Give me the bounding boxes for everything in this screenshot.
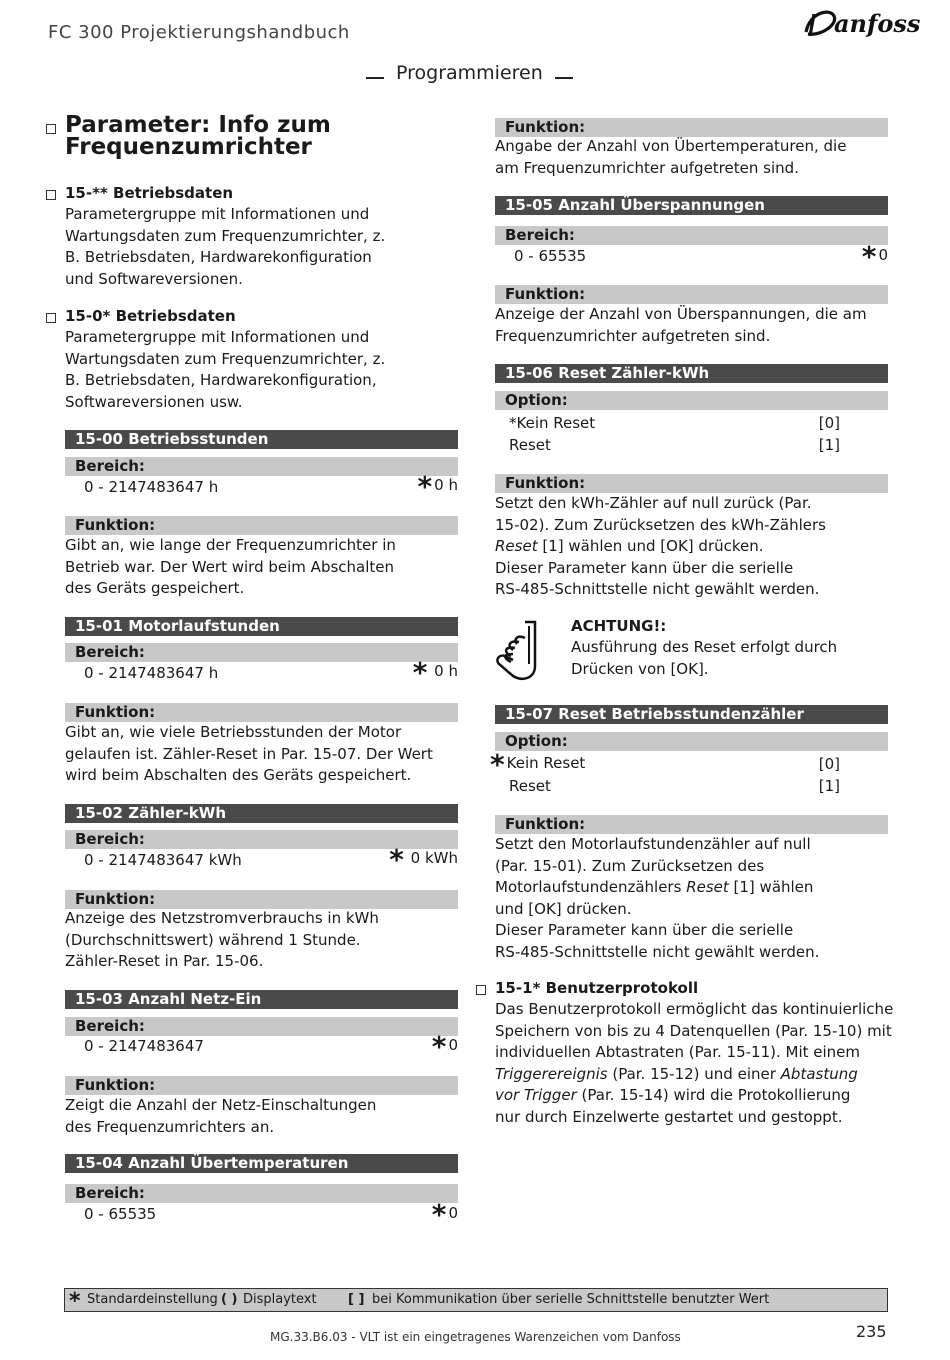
range-value: 0 - 65535 xyxy=(514,247,587,265)
function-description: Anzeige des Netzstromverbrauchs in kWh (Durchschnittswert) während 1 Stunde. Zähler-Reset in Par. 15-06. xyxy=(65,909,379,970)
parameter-title-bar: 15-01 Motorlaufstunden xyxy=(65,617,458,636)
default-value: * 0 h xyxy=(417,470,458,503)
function-label-bar: Funktion: xyxy=(65,516,458,535)
parameter-title-bar: 15-05 Anzahl Überspannungen xyxy=(495,196,888,215)
legend-item-default: Standardeinstellung xyxy=(87,1292,218,1307)
main-title-line1: Parameter: Info zum xyxy=(65,112,331,138)
function-label-bar: Funktion: xyxy=(495,285,888,304)
default-value: * 0 xyxy=(431,1198,458,1231)
function-description: Setzt den kWh-Zähler auf null zurück (Par. 15-02). Zum Zurücksetzen des kWh-Zählers Reset [1] wählen und [OK] drücken. Dieser Parameter kann über die serielle RS-485-Schnittstelle nicht gewählt werden. xyxy=(495,494,826,598)
function-label-bar: Funktion: xyxy=(495,118,888,137)
parameter-title-bar: 15-03 Anzahl Netz-Ein xyxy=(65,990,458,1009)
default-star-icon: * xyxy=(69,1289,81,1314)
option-label-bar: Option: xyxy=(495,732,888,751)
function-description: Anzeige der Anzahl von Überspannungen, die am Frequenzumrichter aufgetreten sind. xyxy=(495,305,867,345)
function-label-bar: Funktion: xyxy=(65,1076,458,1095)
option-label: Reset xyxy=(509,777,551,795)
default-star-icon: * xyxy=(412,656,428,689)
range-value: 0 - 2147483647 h xyxy=(84,664,219,682)
group-heading: 15-1* Benutzerprotokoll xyxy=(495,979,699,997)
caution-title: ACHTUNG!: xyxy=(571,617,667,635)
default-star-icon: * xyxy=(431,1198,447,1231)
document-title: FC 300 Projektierungshandbuch xyxy=(48,22,350,43)
default-star-icon: * xyxy=(389,843,404,876)
default-star-icon: * xyxy=(417,470,433,503)
danfoss-logo xyxy=(800,2,921,46)
range-value: 0 - 2147483647 kWh xyxy=(84,851,242,869)
group-description: Parametergruppe mit Informationen und Wartungsdaten zum Frequenzumrichter, z. B. Betriebsdaten, Hardwarekonfiguration und Softwareversionen. xyxy=(65,205,386,288)
checkbox-bullet-icon xyxy=(46,190,56,200)
group-heading: 15-** Betriebsdaten xyxy=(65,184,234,202)
option-label-bar: Option: xyxy=(495,391,888,410)
default-star-icon: * xyxy=(490,748,505,781)
range-value: 0 - 65535 xyxy=(84,1205,157,1223)
default-value: * 0 xyxy=(431,1030,458,1063)
option-label: * Kein Reset xyxy=(490,748,586,781)
checkbox-bullet-icon xyxy=(476,985,486,995)
default-star-icon: * xyxy=(431,1030,447,1063)
range-label-bar: Bereich: xyxy=(65,457,458,476)
function-label-bar: Funktion: xyxy=(65,703,458,722)
option-value: [0] xyxy=(818,414,840,432)
default-star-icon: * xyxy=(861,240,877,273)
footer-text: MG.33.B6.03 - VLT ist ein eingetragenes Warenzeichen vom Danfoss xyxy=(270,1330,681,1344)
legend-item-serial: bei Kommunikation über serielle Schnittstelle benutzter Wert xyxy=(372,1292,770,1307)
section-heading xyxy=(366,62,573,84)
default-value: * 0 h xyxy=(412,656,458,689)
function-description: Gibt an, wie viele Betriebsstunden der Motor gelaufen ist. Zähler-Reset in Par. 15-07. Der Wert wird beim Abschalten des Geräts gespeichert. xyxy=(65,723,433,784)
parameter-title-bar: 15-04 Anzahl Übertemperaturen xyxy=(65,1154,458,1173)
option-value: [0] xyxy=(818,755,840,773)
svg-text:anfoss: anfoss xyxy=(834,9,921,38)
option-label: Reset xyxy=(509,436,551,454)
section-title-text: Programmieren xyxy=(396,62,543,84)
option-value: [1] xyxy=(818,777,840,795)
function-description: Setzt den Motorlaufstundenzähler auf null (Par. 15-01). Zum Zurücksetzen des Motorlaufstundenzählers Reset [1] wählen und [OK] drücken. Dieser Parameter kann über die serielle RS-485-Schnittstelle nicht gewählt werden. xyxy=(495,835,820,961)
option-label: *Kein Reset xyxy=(509,414,596,432)
hand-pointing-icon xyxy=(491,618,541,684)
parameter-title-bar: 15-06 Reset Zähler-kWh xyxy=(495,364,888,383)
range-label-bar: Bereich: xyxy=(65,830,458,849)
parameter-title-bar: 15-07 Reset Betriebsstundenzähler xyxy=(495,705,888,724)
default-value: * 0 kWh xyxy=(389,843,458,876)
function-label-bar: Funktion: xyxy=(65,890,458,909)
legend-item-display: Displaytext xyxy=(243,1292,317,1307)
range-label-bar: Bereich: xyxy=(65,1017,458,1036)
group-heading: 15-0* Betriebsdaten xyxy=(65,307,236,325)
function-label-bar: Funktion: xyxy=(495,474,888,493)
legend-bar xyxy=(64,1288,888,1312)
function-description: Angabe der Anzahl von Übertemperaturen, die am Frequenzumrichter aufgetreten sind. xyxy=(495,137,847,177)
range-label-bar: Bereich: xyxy=(495,226,888,245)
parameter-title-bar: 15-00 Betriebsstunden xyxy=(65,430,458,449)
range-value: 0 - 2147483647 xyxy=(84,1037,204,1055)
range-value: 0 - 2147483647 h xyxy=(84,478,219,496)
function-description: Zeigt die Anzahl der Netz-Einschaltungen des Frequenzumrichters an. xyxy=(65,1096,377,1136)
parameter-title-bar: 15-02 Zähler-kWh xyxy=(65,804,458,823)
group-description: Das Benutzerprotokoll ermöglicht das kontinuierliche Speichern von bis zu 4 Datenquellen (Par. 15-10) mit individuellen Abtastraten (Par. 15-11). Mit einem Triggerereignis (Par. 15-12) und einer Abtastung vor Trigger (Par. 15-14) wird die Protokollierung nur durch Einzelwerte gestartet und gestoppt. xyxy=(495,1000,894,1126)
checkbox-bullet-icon xyxy=(46,313,56,323)
range-label-bar: Bereich: xyxy=(65,643,458,662)
legend-paren: ( ) xyxy=(221,1292,238,1307)
group-description: Parametergruppe mit Informationen und Wartungsdaten zum Frequenzumrichter, z. B. Betriebsdaten, Hardwarekonfiguration, Softwareversionen usw. xyxy=(65,328,386,411)
range-label-bar: Bereich: xyxy=(65,1184,458,1203)
checkbox-bullet-icon xyxy=(46,124,56,134)
option-value: [1] xyxy=(818,436,840,454)
default-value: * 0 xyxy=(861,240,888,273)
legend-bracket: [ ] xyxy=(348,1292,365,1307)
page-number: 235 xyxy=(856,1322,887,1341)
caution-text: Ausführung des Reset erfolgt durch Drücken von [OK]. xyxy=(571,638,838,678)
function-label-bar: Funktion: xyxy=(495,815,888,834)
function-description: Gibt an, wie lange der Frequenzumrichter in Betrieb war. Der Wert wird beim Abschalten des Geräts gespeichert. xyxy=(65,536,396,597)
main-title-line2: Frequenzumrichter xyxy=(65,134,312,160)
